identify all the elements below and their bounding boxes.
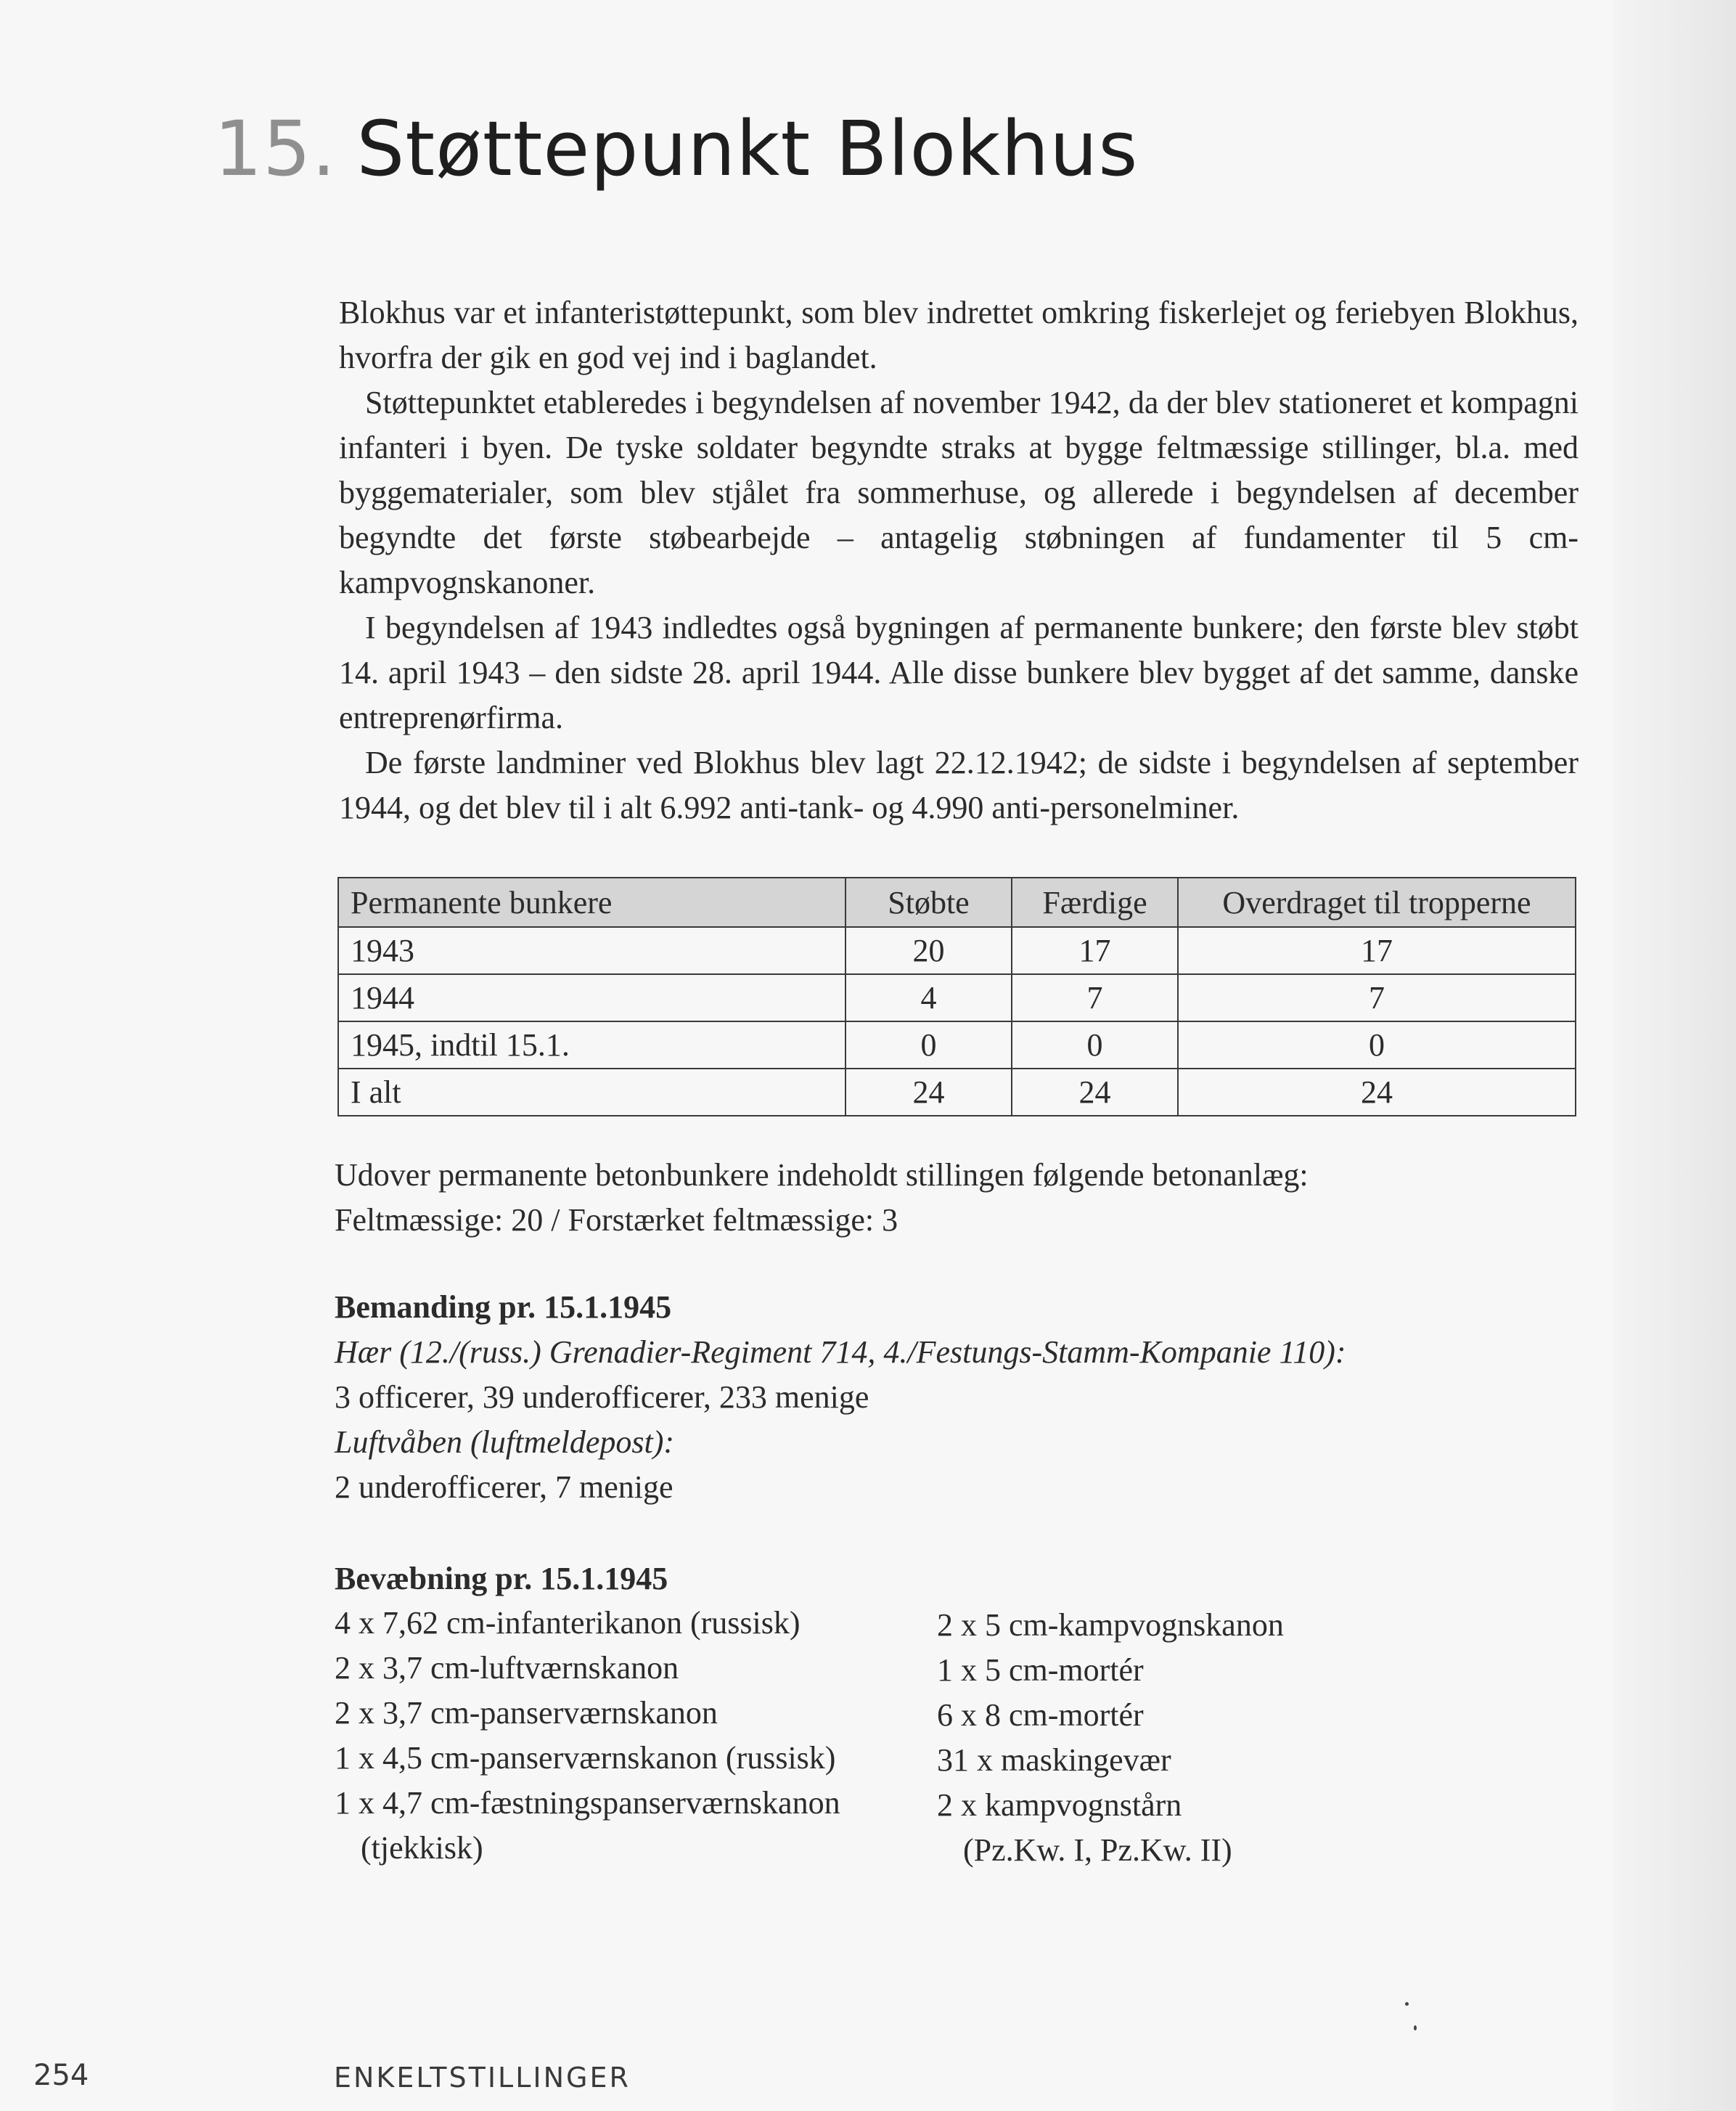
- table-cell: 7: [1012, 974, 1178, 1021]
- table-row: [338, 974, 1576, 1021]
- air-label: Luftvåben (luftmeldepost):: [335, 1424, 675, 1460]
- list-item: 2 x 3,7 cm-panserværnskanon: [335, 1695, 718, 1731]
- concrete-counts: Feltmæssige: 20 / Forstærket feltmæssige: 3: [335, 1202, 898, 1238]
- table-cell: 4: [846, 974, 1012, 1021]
- armament-list-left: [335, 1601, 840, 1871]
- table-header: Støbte: [846, 878, 1012, 927]
- paragraph: Blokhus var et infanteristøttepunkt, som blev indrettet omkring fiskerlejet og feriebyen Blokhus, hvorfra der gik en god vej ind i baglandet.: [339, 295, 1579, 375]
- list-item: (tjekkisk): [361, 1830, 483, 1866]
- table-cell: 24: [846, 1069, 1012, 1116]
- table-cell: 24: [1012, 1069, 1178, 1116]
- paragraph: Støttepunktet etableredes i begyndelsen af november 1942, da der blev stationeret et kompagni infanteri i byen. De tyske soldater begyndte straks at bygge feltmæssige stillinger, bl.a. med byggematerialer, som blev stjålet fra sommerhuse, og allerede i begyndelsen af december begyndte det første støbearbejde – antagelig støbningen af fundamenter til 5 cm-kampvognskanoner.: [339, 385, 1579, 600]
- table-cell: 0: [1178, 1021, 1576, 1069]
- armament-title: Bevæbning pr. 15.1.1945: [335, 1561, 668, 1596]
- paragraph: I begyndelsen af 1943 indledtes også bygningen af permanente bunkere; den første blev støbt 14. april 1943 – den sidste 28. april 1944. Alle disse bunkere blev bygget af det samme, danske entreprenørfirma.: [339, 610, 1579, 735]
- list-item: 1 x 5 cm-mortér: [937, 1652, 1144, 1688]
- chapter-title: Støttepunkt Blokhus: [356, 105, 1139, 193]
- table-cell: 20: [846, 927, 1012, 974]
- army-label: Hær (12./(russ.) Grenadier-Regiment 714, 4./Festungs-Stamm-Kompanie 110):: [335, 1334, 1346, 1370]
- list-item: 2 x 3,7 cm-luftværnskanon: [335, 1650, 679, 1686]
- manning-section: [335, 1285, 1423, 1510]
- armament-section: [335, 1556, 1423, 1601]
- chapter-heading: [214, 102, 1138, 196]
- chapter-number: 15.: [214, 105, 337, 193]
- table-row: [338, 1021, 1576, 1069]
- army-value: 3 officerer, 39 underofficerer, 233 menige: [335, 1379, 869, 1415]
- page-number: 254: [33, 2059, 89, 2092]
- list-item: 4 x 7,62 cm-infanterikanon (russisk): [335, 1605, 801, 1641]
- table-cell: 1945, indtil 15.1.: [338, 1021, 846, 1069]
- list-item: 6 x 8 cm-mortér: [937, 1697, 1144, 1733]
- table-cell: 1943: [338, 927, 846, 974]
- table-header-row: [338, 878, 1576, 927]
- table-header: Permanente bunkere: [338, 878, 846, 927]
- air-value: 2 underofficerer, 7 menige: [335, 1469, 673, 1505]
- page-edge-shadow: [1613, 0, 1736, 2111]
- list-item: 2 x 5 cm-kampvognskanon: [937, 1607, 1284, 1643]
- list-item: 1 x 4,5 cm-panserværnskanon (russisk): [335, 1740, 836, 1776]
- table-cell: 1944: [338, 974, 846, 1021]
- scan-speck: [1414, 2025, 1417, 2030]
- table-header: Overdraget til tropperne: [1178, 878, 1576, 927]
- bunker-table: [337, 877, 1576, 1116]
- table-cell: 0: [1012, 1021, 1178, 1069]
- scan-speck: [1405, 2002, 1409, 2006]
- table-cell: 17: [1012, 927, 1178, 974]
- list-item: 1 x 4,7 cm-fæstningspanserværnskanon: [335, 1785, 840, 1821]
- concrete-section: [335, 1153, 1423, 1243]
- paragraph: De første landminer ved Blokhus blev lagt 22.12.1942; de sidste i begyndelsen af september 1944, og det blev til i alt 6.992 anti-tank- og 4.990 anti-personelminer.: [339, 745, 1579, 825]
- table-row: [338, 1069, 1576, 1116]
- table-cell: 24: [1178, 1069, 1576, 1116]
- manning-title: Bemanding pr. 15.1.1945: [335, 1289, 672, 1325]
- list-item: 2 x kampvognstårn: [937, 1787, 1182, 1823]
- table-header: Færdige: [1012, 878, 1178, 927]
- armament-list-right: [937, 1603, 1284, 1873]
- table-cell: 17: [1178, 927, 1576, 974]
- table-row: [338, 927, 1576, 974]
- table-cell: 0: [846, 1021, 1012, 1069]
- running-head: ENKELTSTILLINGER: [334, 2062, 631, 2094]
- table-cell: 7: [1178, 974, 1576, 1021]
- intro-text: [339, 290, 1579, 830]
- list-item: 31 x maskingevær: [937, 1742, 1171, 1778]
- list-item: (Pz.Kw. I, Pz.Kw. II): [963, 1832, 1232, 1868]
- concrete-line: Udover permanente betonbunkere indeholdt stillingen følgende betonanlæg:: [335, 1157, 1309, 1193]
- table-cell: I alt: [338, 1069, 846, 1116]
